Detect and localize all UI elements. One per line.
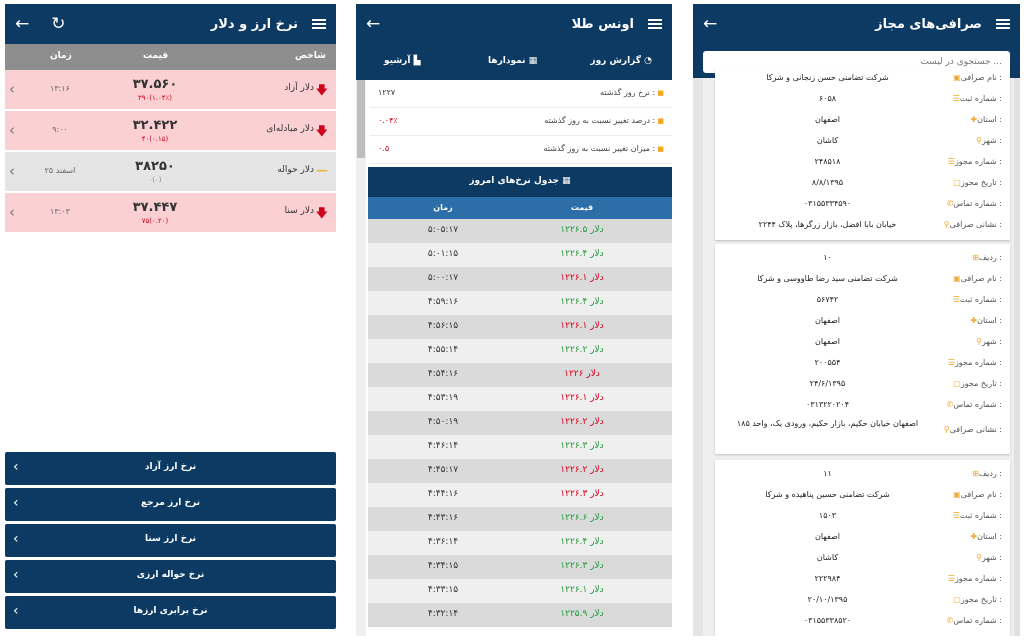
signpost-icon: ✚ bbox=[970, 316, 978, 325]
rate-name: دلار مبادله‌ای bbox=[266, 124, 314, 134]
phone-icon: ✆ bbox=[946, 616, 954, 625]
daily-price: ۱۲۲۶.۲ دلار bbox=[560, 417, 604, 427]
side-gutter bbox=[693, 78, 703, 636]
field-phone: ✆شماره تماس : ۰۳۱۳۲۲۰۲۰۴ bbox=[806, 400, 1002, 409]
chevron-left-icon: ‹ bbox=[13, 567, 19, 583]
phone-icon: ✆ bbox=[946, 199, 954, 208]
tab-archive[interactable]: آرشیو ▙ bbox=[384, 56, 421, 66]
daily-price: ۱۲۲۶.۱ دلار bbox=[560, 273, 604, 283]
daily-table-body bbox=[356, 219, 672, 636]
menu-button-sana-rate[interactable] bbox=[5, 524, 336, 557]
daily-time: ۴:۳۶:۱۴ bbox=[427, 537, 459, 547]
chevron-left-icon[interactable]: ‹ bbox=[9, 80, 15, 98]
back-arrow-icon[interactable]: ← bbox=[703, 13, 718, 34]
daily-time: ۴:۳۳:۱۵ bbox=[427, 585, 459, 595]
menu-icon[interactable] bbox=[996, 19, 1010, 29]
rate-price: ۳۸۲۵۰ bbox=[135, 159, 175, 174]
field-city: ⚲شهر : اصفهان bbox=[814, 337, 1002, 346]
field-province: ✚استان : اصفهان bbox=[814, 316, 1002, 325]
exchange-card[interactable] bbox=[715, 68, 1010, 240]
tab-daily-report[interactable]: گزارش روز ◔ bbox=[590, 56, 652, 66]
stat-change-percent: درصد تغییر نسبت به روز گذشته : ■ ۰.۰۴٪ bbox=[370, 108, 672, 136]
list-icon: ☰ bbox=[947, 574, 955, 583]
field-license-date: ▢تاریخ مجوز : ۲۰/۱۰/۱۳۹۵ bbox=[807, 595, 1002, 604]
table-row bbox=[368, 291, 672, 315]
list-icon: ☰ bbox=[947, 358, 955, 367]
scrollbar-thumb[interactable] bbox=[357, 80, 365, 158]
exchange-card[interactable] bbox=[715, 244, 1010, 454]
calendar-icon: ▦ bbox=[528, 56, 538, 66]
page-title: نرخ ارز و دلار bbox=[210, 16, 298, 32]
column-price: قیمت bbox=[570, 203, 594, 212]
daily-price: ۱۲۲۶.۶ دلار bbox=[560, 513, 604, 523]
table-icon: ▦ bbox=[562, 176, 571, 186]
app-bar bbox=[693, 4, 1020, 44]
field-phone: ✆شماره تماس : ۰۳۱۵۵۳۳۸۵۲۰ bbox=[803, 616, 1002, 625]
table-row bbox=[368, 507, 672, 531]
table-row[interactable] bbox=[5, 193, 336, 233]
app-bar bbox=[356, 4, 672, 44]
field-license-date: ▢تاریخ مجوز : ۸/۸/۱۳۹۵ bbox=[811, 178, 1002, 187]
table-row[interactable] bbox=[5, 70, 336, 110]
chevron-left-icon: ‹ bbox=[13, 459, 19, 475]
field-license-no: ☰شماره مجوز : ۲۴۸۵۱۸ bbox=[814, 157, 1002, 166]
exchange-card[interactable] bbox=[715, 460, 1010, 636]
list-icon: ☰ bbox=[952, 94, 960, 103]
daily-price: ۱۲۲۶.۲ دلار bbox=[560, 465, 604, 475]
table-row bbox=[368, 339, 672, 363]
refresh-icon[interactable]: ↻ bbox=[51, 13, 66, 34]
daily-time: ۴:۵۴:۱۶ bbox=[427, 369, 459, 379]
rate-change: ۳۹۰(۱.۰۴٪) bbox=[137, 94, 172, 102]
menu-button-label: نرخ ارز سنا bbox=[144, 534, 197, 544]
daily-time: ۴:۴۳:۱۶ bbox=[427, 513, 459, 523]
chevron-left-icon: ‹ bbox=[13, 531, 19, 547]
daily-price: ۱۲۲۶.۳ دلار bbox=[560, 561, 604, 571]
menu-icon[interactable] bbox=[312, 19, 326, 29]
list-icon: ☰ bbox=[952, 511, 960, 520]
daily-price: ۱۲۲۶ دلار bbox=[564, 369, 600, 379]
field-license-no: ☰شماره مجوز : ۲۲۲۹۸۴ bbox=[814, 574, 1002, 583]
table-row bbox=[368, 243, 672, 267]
daily-time: ۴:۵۹:۱۶ bbox=[427, 297, 459, 307]
pin-icon: ⚲ bbox=[943, 220, 950, 229]
field-license-date: ▢تاریخ مجوز : ۲۴/۶/۱۳۹۵ bbox=[809, 379, 1002, 388]
rate-change: ۴۰(۰.۱۵) bbox=[141, 135, 169, 143]
table-row[interactable] bbox=[5, 152, 336, 192]
scrollbar[interactable] bbox=[1014, 78, 1020, 636]
daily-time: ۴:۴۵:۱۷ bbox=[427, 465, 459, 475]
field-reg: ☰شماره ثبت : ۵۶۷۴۲ bbox=[816, 295, 1002, 304]
daily-price: ۱۲۲۶.۱ دلار bbox=[560, 393, 604, 403]
table-row bbox=[368, 459, 672, 483]
field-address: ⚲نشانی صرافی : خیابان بابا افضل، بازار زرگرها، پلاک ۲۲۴۴ bbox=[758, 220, 1002, 229]
table-row bbox=[368, 363, 672, 387]
down-arrow-icon: 🡇 bbox=[315, 83, 328, 97]
field-address: ⚲نشانی صرافی : اصفهان خیابان حکیم، بازار حکیم، ورودی یک، واحد ۱۸۵ bbox=[736, 419, 1002, 434]
list-icon: ☰ bbox=[947, 157, 955, 166]
daily-time: ۴:۵۶:۱۵ bbox=[427, 321, 459, 331]
menu-button-label: نرخ حواله ارزی bbox=[136, 570, 205, 580]
calendar-icon: ▢ bbox=[953, 595, 961, 604]
rate-time: ۱۳:۰۳ bbox=[50, 207, 70, 216]
chevron-left-icon[interactable]: ‹ bbox=[9, 121, 15, 139]
daily-table-title: جدول نرخ‌های امروز ▦ bbox=[368, 167, 672, 197]
rate-name: دلار آزاد bbox=[284, 83, 314, 93]
column-indicator: شاخص bbox=[295, 51, 326, 61]
rate-time: ۹:۰۰ bbox=[52, 125, 68, 134]
field-row: ⊞ردیف : ۱۰ bbox=[823, 253, 1002, 262]
field-province: ✚استان : اصفهان bbox=[814, 115, 1002, 124]
menu-button-remittance-rate[interactable] bbox=[5, 560, 336, 593]
chevron-left-icon[interactable]: ‹ bbox=[9, 203, 15, 221]
stat-previous-rate: نرخ روز گذشته : ■ ۱۲۲۷ bbox=[370, 80, 672, 108]
list-icon: ☰ bbox=[952, 295, 960, 304]
daily-time: ۴:۵۵:۱۴ bbox=[427, 345, 459, 355]
chevron-left-icon: ‹ bbox=[13, 603, 19, 619]
table-row bbox=[368, 219, 672, 243]
field-name: ▣نام صرافی : شرکت تضامنی حسین پناهیده و شرکا bbox=[765, 490, 1002, 499]
daily-time: ۴:۳۲:۱۴ bbox=[427, 609, 459, 619]
chevron-left-icon[interactable]: ‹ bbox=[9, 162, 15, 180]
column-price: قیمت bbox=[143, 51, 169, 61]
flat-dash-icon: — bbox=[316, 163, 328, 177]
daily-price: ۱۲۲۵.۹ دلار bbox=[560, 609, 604, 619]
daily-price: ۱۲۲۶.۲ دلار bbox=[560, 345, 604, 355]
column-time: زمان bbox=[50, 51, 72, 61]
down-arrow-icon: 🡇 bbox=[315, 124, 328, 138]
chart-icon: ▙ bbox=[413, 56, 421, 66]
page-title: اونس طلا bbox=[571, 16, 634, 32]
app-bar bbox=[5, 4, 336, 44]
field-name: ▣نام صرافی : شرکت تضامنی سید رضا طاووسی و شرکا bbox=[757, 274, 1002, 283]
pin-icon: ⚲ bbox=[943, 425, 950, 434]
table-row bbox=[368, 531, 672, 555]
table-row bbox=[368, 603, 672, 627]
rate-price: ۳۷.۵۶۰ bbox=[132, 77, 178, 92]
chevron-left-icon: ‹ bbox=[13, 495, 19, 511]
daily-time: ۴:۴۶:۱۴ bbox=[427, 441, 459, 451]
menu-button-label: نرخ برابری ارزها bbox=[133, 606, 208, 616]
phone-icon: ✆ bbox=[946, 400, 954, 409]
daily-price: ۱۲۲۶.۵ دلار bbox=[560, 225, 604, 235]
back-arrow-icon[interactable]: ← bbox=[15, 13, 30, 34]
speedometer-icon: ◔ bbox=[644, 56, 652, 66]
daily-table-header bbox=[368, 197, 672, 219]
store-icon: ▣ bbox=[953, 490, 961, 499]
menu-button-label: نرخ ارز آزاد bbox=[144, 462, 197, 472]
rate-time: ۱۳:۱۶ bbox=[50, 84, 70, 93]
signpost-icon: ✚ bbox=[970, 115, 978, 124]
table-row bbox=[368, 579, 672, 603]
table-row bbox=[368, 483, 672, 507]
field-city: ⚲شهر : کاشان bbox=[816, 553, 1002, 562]
rate-change: ۰(۰) bbox=[148, 176, 162, 184]
column-time: زمان bbox=[433, 203, 453, 212]
daily-price: ۱۲۲۶.۳ دلار bbox=[560, 489, 604, 499]
pin-icon: ⚲ bbox=[976, 553, 982, 562]
plus-icon: ⊞ bbox=[972, 469, 979, 478]
licensed-exchanges-screen bbox=[693, 4, 1020, 636]
daily-price: ۱۲۲۶.۱ دلار bbox=[560, 321, 604, 331]
daily-price: ۱۲۲۶.۳ دلار bbox=[560, 441, 604, 451]
calendar-icon: ▢ bbox=[953, 178, 961, 187]
down-arrow-icon: 🡇 bbox=[315, 206, 328, 220]
table-row bbox=[368, 435, 672, 459]
menu-button-reference-rate[interactable] bbox=[5, 488, 336, 521]
rate-change: ۷۵(۰.۲۰) bbox=[141, 217, 169, 225]
gold-ounce-screen bbox=[356, 4, 672, 636]
tab-charts[interactable]: نمودارها ▦ bbox=[488, 56, 538, 66]
rate-price: ۳۷.۴۴۷ bbox=[132, 200, 178, 215]
field-province: ✚استان : اصفهان bbox=[814, 532, 1002, 541]
calendar-icon: ▢ bbox=[953, 379, 961, 388]
daily-time: ۵:۰۵:۱۷ bbox=[427, 225, 459, 235]
exchange-rates-screen bbox=[5, 4, 336, 636]
field-license-no: ☰شماره مجوز : ۲۰۰۵۵۴ bbox=[814, 358, 1002, 367]
field-phone: ✆شماره تماس : ۰۳۱۵۵۳۳۴۵۹۰ bbox=[803, 199, 1002, 208]
rate-time: ۲۵ اسفند bbox=[44, 166, 76, 175]
menu-button-free-rate[interactable] bbox=[5, 452, 336, 485]
tab-bar bbox=[356, 44, 672, 80]
field-reg: ☰شماره ثبت : ۶۰۵۸ bbox=[818, 94, 1002, 103]
daily-price: ۱۲۲۶.۴ دلار bbox=[560, 249, 604, 259]
table-row bbox=[368, 411, 672, 435]
plus-icon: ⊞ bbox=[972, 253, 979, 262]
table-row bbox=[368, 267, 672, 291]
daily-time: ۴:۴۴:۱۶ bbox=[427, 489, 459, 499]
table-header bbox=[5, 44, 336, 70]
rate-price: ۳۲.۴۲۲ bbox=[132, 118, 178, 133]
pin-icon: ⚲ bbox=[976, 337, 982, 346]
field-name: ▣نام صرافی : شرکت تضامنی حسن زنجانی و شرکا bbox=[766, 73, 1002, 82]
table-row[interactable] bbox=[5, 111, 336, 151]
menu-button-parity-rate[interactable] bbox=[5, 596, 336, 629]
daily-price: ۱۲۲۶.۴ دلار bbox=[560, 537, 604, 547]
back-arrow-icon[interactable]: ← bbox=[366, 13, 381, 34]
menu-icon[interactable] bbox=[648, 19, 662, 29]
store-icon: ▣ bbox=[953, 73, 961, 82]
daily-time: ۴:۵۳:۱۹ bbox=[427, 393, 459, 403]
page-title: صرافی‌های مجاز bbox=[875, 16, 982, 32]
daily-time: ۵:۰۱:۱۵ bbox=[427, 249, 459, 259]
daily-time: ۴:۳۴:۱۵ bbox=[427, 561, 459, 571]
table-row bbox=[368, 315, 672, 339]
daily-time: ۵:۰۰:۱۷ bbox=[427, 273, 459, 283]
daily-time: ۴:۵۰:۱۹ bbox=[427, 417, 459, 427]
rate-name: دلار سنا bbox=[284, 206, 314, 216]
pin-icon: ⚲ bbox=[976, 136, 982, 145]
menu-button-label: نرخ ارز مرجع bbox=[141, 498, 200, 508]
table-row bbox=[368, 387, 672, 411]
field-reg: ☰شماره ثبت : ۱۵۰۳ bbox=[818, 511, 1002, 520]
field-row: ⊞ردیف : ۱۱ bbox=[823, 469, 1002, 478]
table-row bbox=[368, 555, 672, 579]
rate-name: دلار حواله bbox=[277, 165, 314, 175]
signpost-icon: ✚ bbox=[970, 532, 978, 541]
daily-price: ۱۲۲۶.۴ دلار bbox=[560, 297, 604, 307]
store-icon: ▣ bbox=[953, 274, 961, 283]
daily-price: ۱۲۲۶.۱ دلار bbox=[560, 585, 604, 595]
field-city: ⚲شهر : کاشان bbox=[816, 136, 1002, 145]
stat-change-amount: میزان تغییر نسبت به روز گذشته : ■ ۰.۵ bbox=[370, 136, 672, 164]
